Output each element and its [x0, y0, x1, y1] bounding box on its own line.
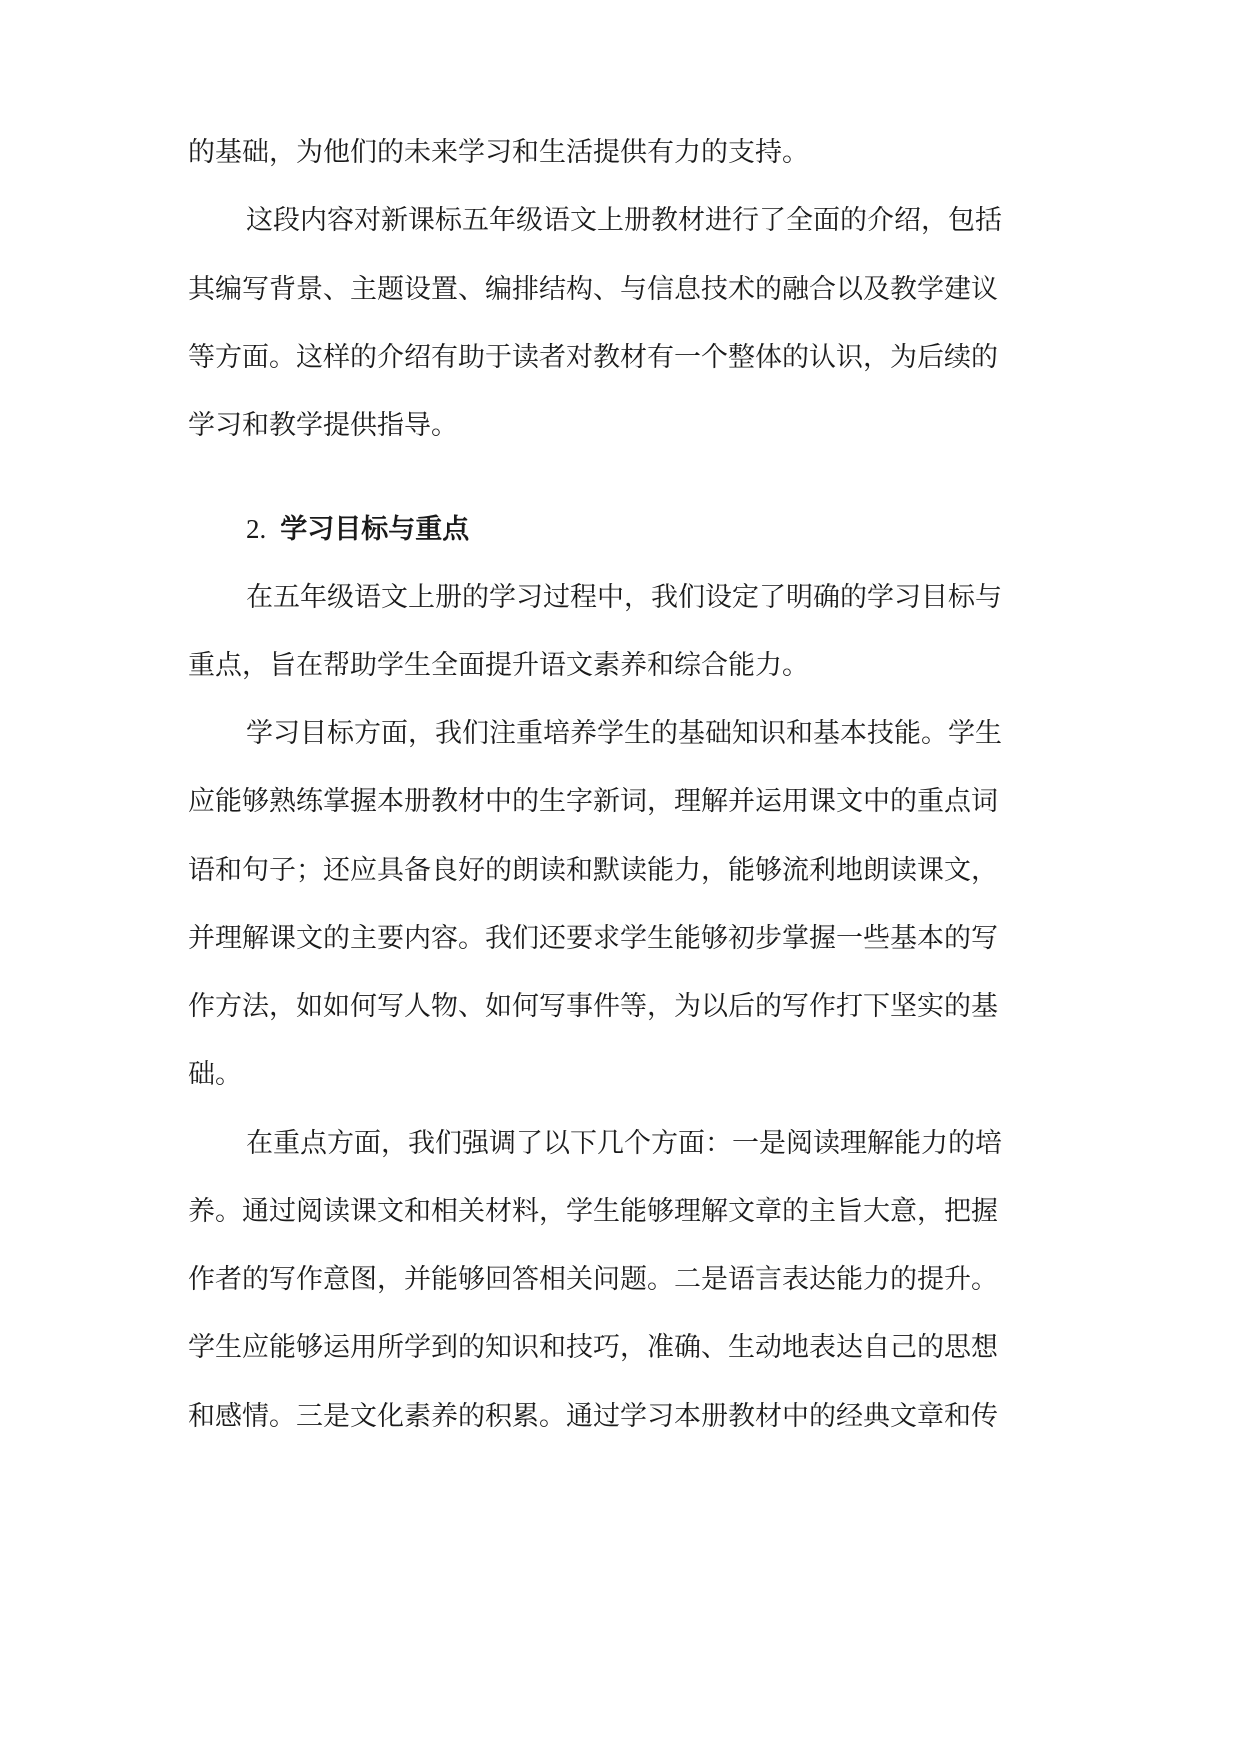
section-number: 2. — [246, 514, 267, 544]
paragraph-line: 的基础，为他们的未来学习和生活提供有力的支持。 — [188, 137, 809, 168]
paragraph-line: 语和句子；还应具备良好的朗读和默读能力，能够流利地朗读课文， — [188, 855, 998, 886]
paragraph-line: 学习和教学提供指导。 — [188, 410, 458, 441]
paragraph-line: 在五年级语文上册的学习过程中，我们设定了明确的学习目标与 — [246, 582, 1002, 613]
paragraph-line: 在重点方面，我们强调了以下几个方面：一是阅读理解能力的培 — [246, 1128, 1002, 1159]
paragraph-line: 其编写背景、主题设置、编排结构、与信息技术的融合以及教学建议 — [188, 274, 998, 305]
paragraph-line: 等方面。这样的介绍有助于读者对教材有一个整体的认识，为后续的 — [188, 342, 998, 373]
section-heading — [246, 509, 1058, 549]
paragraph-line: 础。 — [188, 1059, 242, 1090]
paragraph-line: 和感情。三是文化素养的积累。通过学习本册教材中的经典文章和传 — [188, 1401, 998, 1432]
paragraph-line: 应能够熟练掌握本册教材中的生字新词，理解并运用课文中的重点词 — [188, 786, 998, 817]
paragraph-line: 这段内容对新课标五年级语文上册教材进行了全面的介绍，包括 — [246, 205, 1002, 236]
paragraph-line: 学生应能够运用所学到的知识和技巧，准确、生动地表达自己的思想 — [188, 1332, 998, 1363]
paragraph-line: 养。通过阅读课文和相关材料，学生能够理解文章的主旨大意，把握 — [188, 1196, 998, 1227]
paragraph-line: 作方法，如如何写人物、如何写事件等，为以后的写作打下坚实的基 — [188, 991, 998, 1022]
paragraph-line: 作者的写作意图，并能够回答相关问题。二是语言表达能力的提升。 — [188, 1264, 998, 1295]
paragraph-line: 并理解课文的主要内容。我们还要求学生能够初步掌握一些基本的写 — [188, 923, 998, 954]
section-title: 学习目标与重点 — [280, 514, 470, 545]
paragraph-line: 重点，旨在帮助学生全面提升语文素养和综合能力。 — [188, 650, 809, 681]
paragraph-line: 学习目标方面，我们注重培养学生的基础知识和基本技能。学生 — [246, 718, 1002, 749]
